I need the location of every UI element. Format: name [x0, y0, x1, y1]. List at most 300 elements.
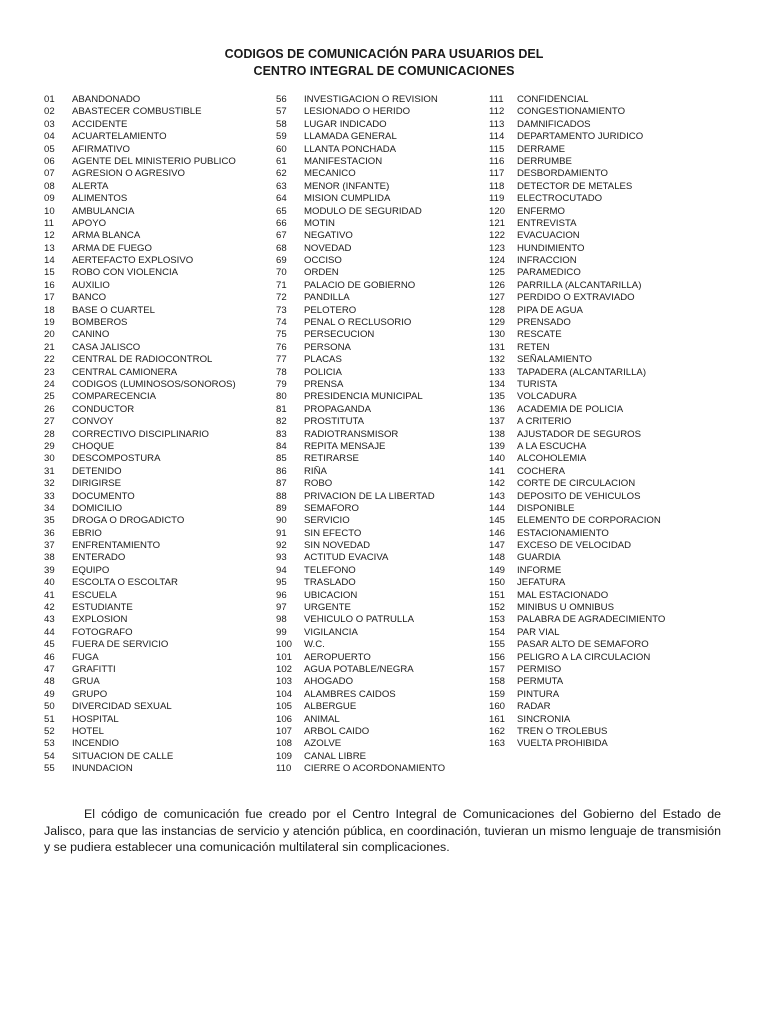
code-number: 111	[489, 94, 504, 105]
code-number: 23	[44, 366, 55, 378]
code-row	[276, 379, 445, 391]
code-label: A LA ESCUCHA	[517, 440, 587, 452]
code-number: 154	[489, 626, 506, 638]
code-number: 70	[276, 267, 287, 279]
code-label: PARAMEDICO	[517, 267, 581, 279]
code-label: SIN EFECTO	[304, 527, 362, 539]
code-label: AERTEFACTO EXPLOSIVO	[72, 255, 194, 267]
code-row	[44, 144, 236, 156]
code-label: CODIGOS (LUMINOSOS/SONOROS)	[72, 378, 236, 390]
code-number: 149	[489, 564, 506, 576]
code-number: 94	[276, 564, 287, 576]
code-number: 105	[276, 701, 293, 713]
code-label: COMPARECENCIA	[72, 391, 157, 403]
code-label: ACCIDENTE	[72, 118, 128, 130]
code-number: 31	[44, 465, 55, 477]
code-label: POLICIA	[304, 366, 342, 378]
code-row	[489, 131, 665, 143]
code-label: GRAFITTI	[72, 663, 116, 675]
code-label: DISPONIBLE	[517, 502, 575, 514]
code-number: 92	[276, 540, 287, 552]
code-row	[489, 391, 665, 403]
code-label: PARRILLA (ALCANTARILLA)	[517, 279, 642, 291]
code-label: EQUIPO	[72, 564, 110, 576]
code-label: MODULO DE SEGURIDAD	[304, 205, 422, 217]
code-row	[276, 168, 445, 180]
code-row	[44, 218, 236, 230]
code-label: AHOGADO	[304, 676, 354, 688]
code-label: CONVOY	[72, 416, 114, 428]
code-number: 48	[44, 676, 55, 688]
code-number: 151	[489, 589, 506, 601]
code-number: 15	[44, 267, 55, 279]
code-label: ACADEMIA DE POLICIA	[517, 403, 624, 415]
code-row	[276, 404, 445, 416]
code-number: 80	[276, 391, 287, 403]
code-label: BANCO	[72, 292, 107, 304]
code-row	[276, 602, 445, 614]
code-number: 27	[44, 416, 55, 428]
code-number: 51	[44, 713, 55, 725]
code-number: 56	[276, 94, 287, 105]
code-number: 76	[276, 341, 287, 353]
code-label: MOTIN	[304, 217, 335, 229]
code-label: INUNDACION	[72, 763, 133, 775]
code-label: EXPLOSION	[72, 614, 128, 626]
code-number: 123	[489, 242, 506, 254]
code-row	[489, 156, 665, 168]
code-row	[44, 738, 236, 750]
code-label: ALCOHOLEMIA	[517, 453, 587, 465]
code-row	[276, 119, 445, 131]
code-label: LLAMADA GENERAL	[304, 131, 397, 143]
code-row	[276, 317, 445, 329]
code-number: 107	[276, 725, 293, 737]
code-label: SITUACION DE CALLE	[72, 750, 174, 762]
code-row	[276, 478, 445, 490]
code-label: CASA JALISCO	[72, 341, 141, 353]
code-label: GUARDIA	[517, 552, 561, 564]
code-row	[44, 329, 236, 341]
code-row	[44, 416, 236, 428]
code-label: ESTUDIANTE	[72, 602, 133, 614]
code-number: 87	[276, 478, 287, 490]
code-label: PENAL O RECLUSORIO	[304, 317, 412, 329]
code-label: CENTRAL DE RADIOCONTROL	[72, 354, 213, 366]
code-number: 156	[489, 651, 506, 663]
code-number: 61	[276, 155, 287, 167]
code-row	[44, 466, 236, 478]
code-number: 102	[276, 663, 293, 675]
code-number: 45	[44, 639, 55, 651]
code-label: MAL ESTACIONADO	[517, 589, 609, 601]
title-line-1: CODIGOS DE COMUNICACIÓN PARA USUARIOS DEL	[224, 47, 544, 61]
code-label: ENFRENTAMIENTO	[72, 540, 161, 552]
code-label: ARMA DE FUEGO	[72, 242, 152, 254]
code-label: DESBORDAMIENTO	[517, 168, 608, 180]
code-row	[276, 305, 445, 317]
code-row	[489, 367, 665, 379]
code-row	[276, 763, 445, 775]
code-row	[44, 515, 236, 527]
code-label: AUXILIO	[72, 279, 110, 291]
code-number: 132	[489, 354, 506, 366]
code-row	[276, 181, 445, 193]
code-row	[276, 738, 445, 750]
code-number: 108	[276, 738, 293, 750]
code-label: AEROPUERTO	[304, 651, 371, 663]
code-label: ELECTROCUTADO	[517, 193, 603, 205]
code-label: MENOR (INFANTE)	[304, 180, 390, 192]
document-title	[0, 46, 768, 80]
code-number: 25	[44, 391, 55, 403]
code-label: ALERTA	[72, 180, 109, 192]
code-number: 18	[44, 304, 55, 316]
code-label: CANINO	[72, 329, 110, 341]
code-number: 72	[276, 292, 287, 304]
code-row	[44, 478, 236, 490]
code-row	[276, 627, 445, 639]
code-label: EXCESO DE VELOCIDAD	[517, 540, 632, 552]
code-number: 05	[44, 143, 55, 155]
code-label: MISION CUMPLIDA	[304, 193, 391, 205]
code-row	[489, 664, 665, 676]
code-label: LUGAR INDICADO	[304, 118, 387, 130]
code-label: ACUARTELAMIENTO	[72, 131, 167, 143]
code-number: 159	[489, 688, 506, 700]
code-number: 121	[489, 217, 506, 229]
code-label: HOTEL	[72, 725, 104, 737]
code-row	[44, 714, 236, 726]
code-number: 04	[44, 131, 55, 143]
code-row	[489, 491, 665, 503]
code-label: PRIVACION DE LA LIBERTAD	[304, 490, 435, 502]
code-row	[276, 280, 445, 292]
code-row	[44, 342, 236, 354]
code-number: 62	[276, 168, 287, 180]
code-number: 124	[489, 255, 506, 267]
code-label: SIN NOVEDAD	[304, 540, 371, 552]
code-label: DIRIGIRSE	[72, 478, 122, 490]
code-label: W.C.	[304, 639, 325, 651]
code-number: 110	[276, 763, 292, 775]
code-label: DOCUMENTO	[72, 490, 135, 502]
code-label: ALAMBRES CAIDOS	[304, 688, 396, 700]
code-row	[276, 267, 445, 279]
code-row	[489, 441, 665, 453]
code-row	[489, 652, 665, 664]
code-label: MINIBUS U OMNIBUS	[517, 602, 615, 614]
code-row	[489, 404, 665, 416]
code-number: 112	[489, 106, 505, 118]
code-row	[489, 305, 665, 317]
code-number: 69	[276, 255, 287, 267]
code-label: CONGESTIONAMIENTO	[517, 106, 626, 118]
code-label: DROGA O DROGADICTO	[72, 515, 185, 527]
code-number: 140	[489, 453, 506, 465]
code-label: AMBULANCIA	[72, 205, 135, 217]
code-row	[276, 701, 445, 713]
code-label: NOVEDAD	[304, 242, 352, 254]
code-row	[276, 552, 445, 564]
code-row	[489, 206, 665, 218]
code-number: 37	[44, 540, 55, 552]
code-row	[276, 466, 445, 478]
code-label: PAR VIAL	[517, 626, 560, 638]
code-number: 34	[44, 502, 55, 514]
code-label: SEMAFORO	[304, 502, 359, 514]
code-number: 153	[489, 614, 506, 626]
code-label: TREN O TROLEBUS	[517, 725, 608, 737]
code-row	[44, 267, 236, 279]
code-row	[44, 726, 236, 738]
code-number: 68	[276, 242, 287, 254]
code-row	[489, 119, 665, 131]
code-row	[489, 379, 665, 391]
code-label: PROPAGANDA	[304, 403, 371, 415]
code-number: 127	[489, 292, 506, 304]
codes-column-1	[44, 94, 236, 775]
code-label: RETIRARSE	[304, 453, 359, 465]
code-number: 57	[276, 106, 287, 118]
code-label: INVESTIGACION O REVISION	[304, 94, 438, 105]
code-number: 117	[489, 168, 505, 180]
code-label: MANIFESTACION	[304, 155, 383, 167]
code-number: 138	[489, 428, 506, 440]
code-label: ROBO	[304, 478, 333, 490]
code-label: DETECTOR DE METALES	[517, 180, 633, 192]
code-row	[489, 676, 665, 688]
code-row	[44, 453, 236, 465]
code-label: ENFERMO	[517, 205, 565, 217]
code-row	[489, 230, 665, 242]
code-number: 161	[489, 713, 506, 725]
code-number: 55	[44, 763, 55, 775]
code-row	[276, 689, 445, 701]
code-label: ARBOL CAIDO	[304, 725, 370, 737]
code-number: 19	[44, 317, 55, 329]
codes-column-2	[276, 94, 445, 775]
code-row	[489, 540, 665, 552]
code-number: 98	[276, 614, 287, 626]
code-row	[44, 354, 236, 366]
code-row	[489, 255, 665, 267]
code-label: LESIONADO O HERIDO	[304, 106, 411, 118]
code-label: ALBERGUE	[304, 701, 357, 713]
code-row	[276, 131, 445, 143]
code-label: PALACIO DE GOBIERNO	[304, 279, 416, 291]
code-number: 155	[489, 639, 506, 651]
code-label: MECANICO	[304, 168, 356, 180]
code-label: PERMUTA	[517, 676, 564, 688]
code-label: TURISTA	[517, 378, 558, 390]
code-row	[44, 255, 236, 267]
code-number: 133	[489, 366, 506, 378]
code-label: FOTOGRAFO	[72, 626, 133, 638]
code-label: URGENTE	[304, 602, 351, 614]
code-row	[44, 652, 236, 664]
code-label: OCCISO	[304, 255, 342, 267]
code-number: 130	[489, 329, 506, 341]
code-row	[44, 664, 236, 676]
code-row	[44, 577, 236, 589]
code-row	[489, 106, 665, 118]
code-number: 58	[276, 118, 287, 130]
code-label: PERDIDO O EXTRAVIADO	[517, 292, 635, 304]
code-row	[489, 292, 665, 304]
code-row	[489, 168, 665, 180]
code-number: 81	[276, 403, 287, 415]
code-row	[276, 243, 445, 255]
codes-column-3	[489, 94, 665, 751]
code-number: 120	[489, 205, 506, 217]
code-row	[44, 639, 236, 651]
code-row	[489, 528, 665, 540]
code-row	[44, 379, 236, 391]
code-number: 33	[44, 490, 55, 502]
code-row	[489, 429, 665, 441]
code-number: 91	[276, 527, 287, 539]
code-row	[489, 503, 665, 515]
code-label: EVACUACION	[517, 230, 580, 242]
code-row	[489, 590, 665, 602]
code-number: 142	[489, 478, 506, 490]
code-row	[44, 528, 236, 540]
code-label: ANIMAL	[304, 713, 340, 725]
code-row	[276, 144, 445, 156]
code-row	[44, 106, 236, 118]
code-label: CIERRE O ACORDONAMIENTO	[304, 763, 446, 775]
code-number: 11	[44, 217, 54, 229]
code-label: CONDUCTOR	[72, 403, 135, 415]
code-row	[44, 206, 236, 218]
code-number: 77	[276, 354, 287, 366]
code-number: 16	[44, 279, 55, 291]
code-number: 60	[276, 143, 287, 155]
code-label: BOMBEROS	[72, 317, 128, 329]
code-label: CHOQUE	[72, 440, 115, 452]
code-number: 50	[44, 701, 55, 713]
code-label: PLACAS	[304, 354, 342, 366]
code-number: 147	[489, 540, 506, 552]
code-row	[44, 243, 236, 255]
code-row	[44, 181, 236, 193]
code-number: 86	[276, 465, 287, 477]
code-label: HOSPITAL	[72, 713, 119, 725]
code-row	[44, 627, 236, 639]
code-row	[489, 627, 665, 639]
code-row	[276, 218, 445, 230]
code-label: PELOTERO	[304, 304, 357, 316]
code-number: 40	[44, 577, 55, 589]
code-number: 150	[489, 577, 506, 589]
code-label: DAMNIFICADOS	[517, 118, 591, 130]
code-label: RETEN	[517, 341, 550, 353]
code-row	[276, 193, 445, 205]
code-number: 44	[44, 626, 55, 638]
code-number: 109	[276, 750, 293, 762]
code-row	[489, 280, 665, 292]
code-number: 71	[276, 279, 287, 291]
code-row	[44, 751, 236, 763]
code-row	[489, 577, 665, 589]
code-label: EBRIO	[72, 527, 102, 539]
code-row	[489, 144, 665, 156]
code-number: 115	[489, 143, 505, 155]
description-paragraph: El código de comunicación fue creado por el Centro Integral de Comunicaciones del Gobierno del Estado de Jalisco, para que las instancias de servicio y atención pública, en coordinación, tuvieran un mismo lenguaje de transmisión y se pudiera establecer una comunicación multilateral sin complicaciones.	[44, 807, 721, 854]
code-label: GRUPO	[72, 688, 108, 700]
code-row	[276, 367, 445, 379]
code-label: ROBO CON VIOLENCIA	[72, 267, 179, 279]
code-row	[44, 441, 236, 453]
code-number: 02	[44, 106, 55, 118]
code-row	[44, 429, 236, 441]
code-label: DERRUMBE	[517, 155, 572, 167]
code-row	[44, 590, 236, 602]
code-number: 39	[44, 564, 55, 576]
code-label: CONFIDENCIAL	[517, 94, 589, 105]
code-row	[44, 602, 236, 614]
code-row	[276, 354, 445, 366]
code-number: 38	[44, 552, 55, 564]
code-label: NEGATIVO	[304, 230, 353, 242]
code-number: 74	[276, 317, 287, 329]
code-label: INFRACCION	[517, 255, 577, 267]
code-row	[44, 565, 236, 577]
code-label: AFIRMATIVO	[72, 143, 130, 155]
code-label: DEPARTAMENTO JURIDICO	[517, 131, 644, 143]
code-number: 09	[44, 193, 55, 205]
code-row	[489, 639, 665, 651]
code-row	[44, 317, 236, 329]
code-label: PASAR ALTO DE SEMAFORO	[517, 639, 649, 651]
code-number: 59	[276, 131, 287, 143]
code-number: 41	[44, 589, 55, 601]
code-label: VOLCADURA	[517, 391, 577, 403]
code-row	[276, 255, 445, 267]
code-row	[44, 503, 236, 515]
code-number: 49	[44, 688, 55, 700]
code-row	[489, 243, 665, 255]
code-label: ABASTECER COMBUSTIBLE	[72, 106, 202, 118]
code-label: ORDEN	[304, 267, 339, 279]
code-label: ESTACIONAMIENTO	[517, 527, 609, 539]
code-number: 95	[276, 577, 287, 589]
code-row	[489, 602, 665, 614]
code-row	[489, 689, 665, 701]
code-number: 139	[489, 440, 506, 452]
code-row	[489, 478, 665, 490]
code-number: 65	[276, 205, 287, 217]
code-number: 93	[276, 552, 287, 564]
code-row	[276, 726, 445, 738]
code-number: 143	[489, 490, 506, 502]
code-number: 54	[44, 750, 55, 762]
code-number: 73	[276, 304, 287, 316]
code-row	[276, 751, 445, 763]
code-label: JEFATURA	[517, 577, 566, 589]
code-number: 162	[489, 725, 506, 737]
code-number: 82	[276, 416, 287, 428]
code-label: PRENSADO	[517, 317, 571, 329]
code-label: PIPA DE AGUA	[517, 304, 583, 316]
code-label: CORRECTIVO DISCIPLINARIO	[72, 428, 209, 440]
code-row	[44, 280, 236, 292]
code-row	[44, 119, 236, 131]
code-number: 84	[276, 440, 287, 452]
code-row	[276, 230, 445, 242]
code-label: SEÑALAMIENTO	[517, 354, 592, 366]
